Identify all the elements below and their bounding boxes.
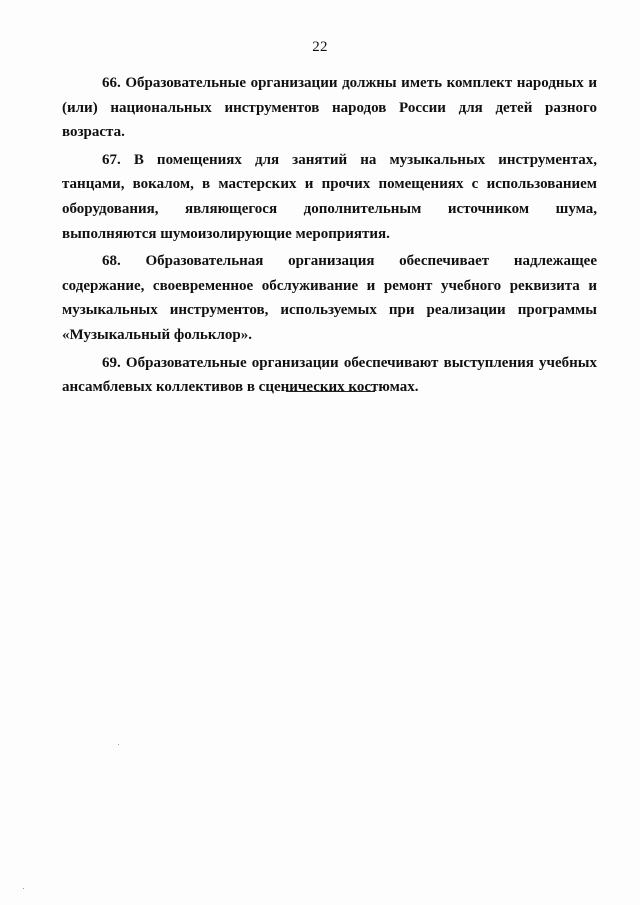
document-body — [62, 71, 597, 403]
paragraph-67: 67. В помещениях для занятий на музыкальных инструментах, танцами, вокалом, в мастерских и прочих помещениях с использованием оборудования, являющегося дополнительным источником шума, выполняются шумоизолирующие мероприятия. — [62, 151, 597, 242]
scan-speck — [118, 744, 119, 745]
scan-speck — [23, 888, 24, 889]
paragraph-68: 68. Образовательная организация обеспечивает надлежащее содержание, своевременное обслуживание и ремонт учебного реквизита и музыкальных инструментов, используемых при реализации программы «Музыкальный фольклор». — [62, 253, 597, 343]
paragraph-66: 66. Образовательные организации должны иметь комплект народных и (или) национальных инструментов народов России для детей разного возраста. — [62, 75, 597, 141]
paragraph-69: 69. Образовательные организации обеспечивают выступления учебных ансамблевых коллективов в сценических костюмах. — [62, 354, 597, 396]
end-of-text-rule — [286, 391, 375, 392]
page-number: 22 — [312, 39, 328, 55]
